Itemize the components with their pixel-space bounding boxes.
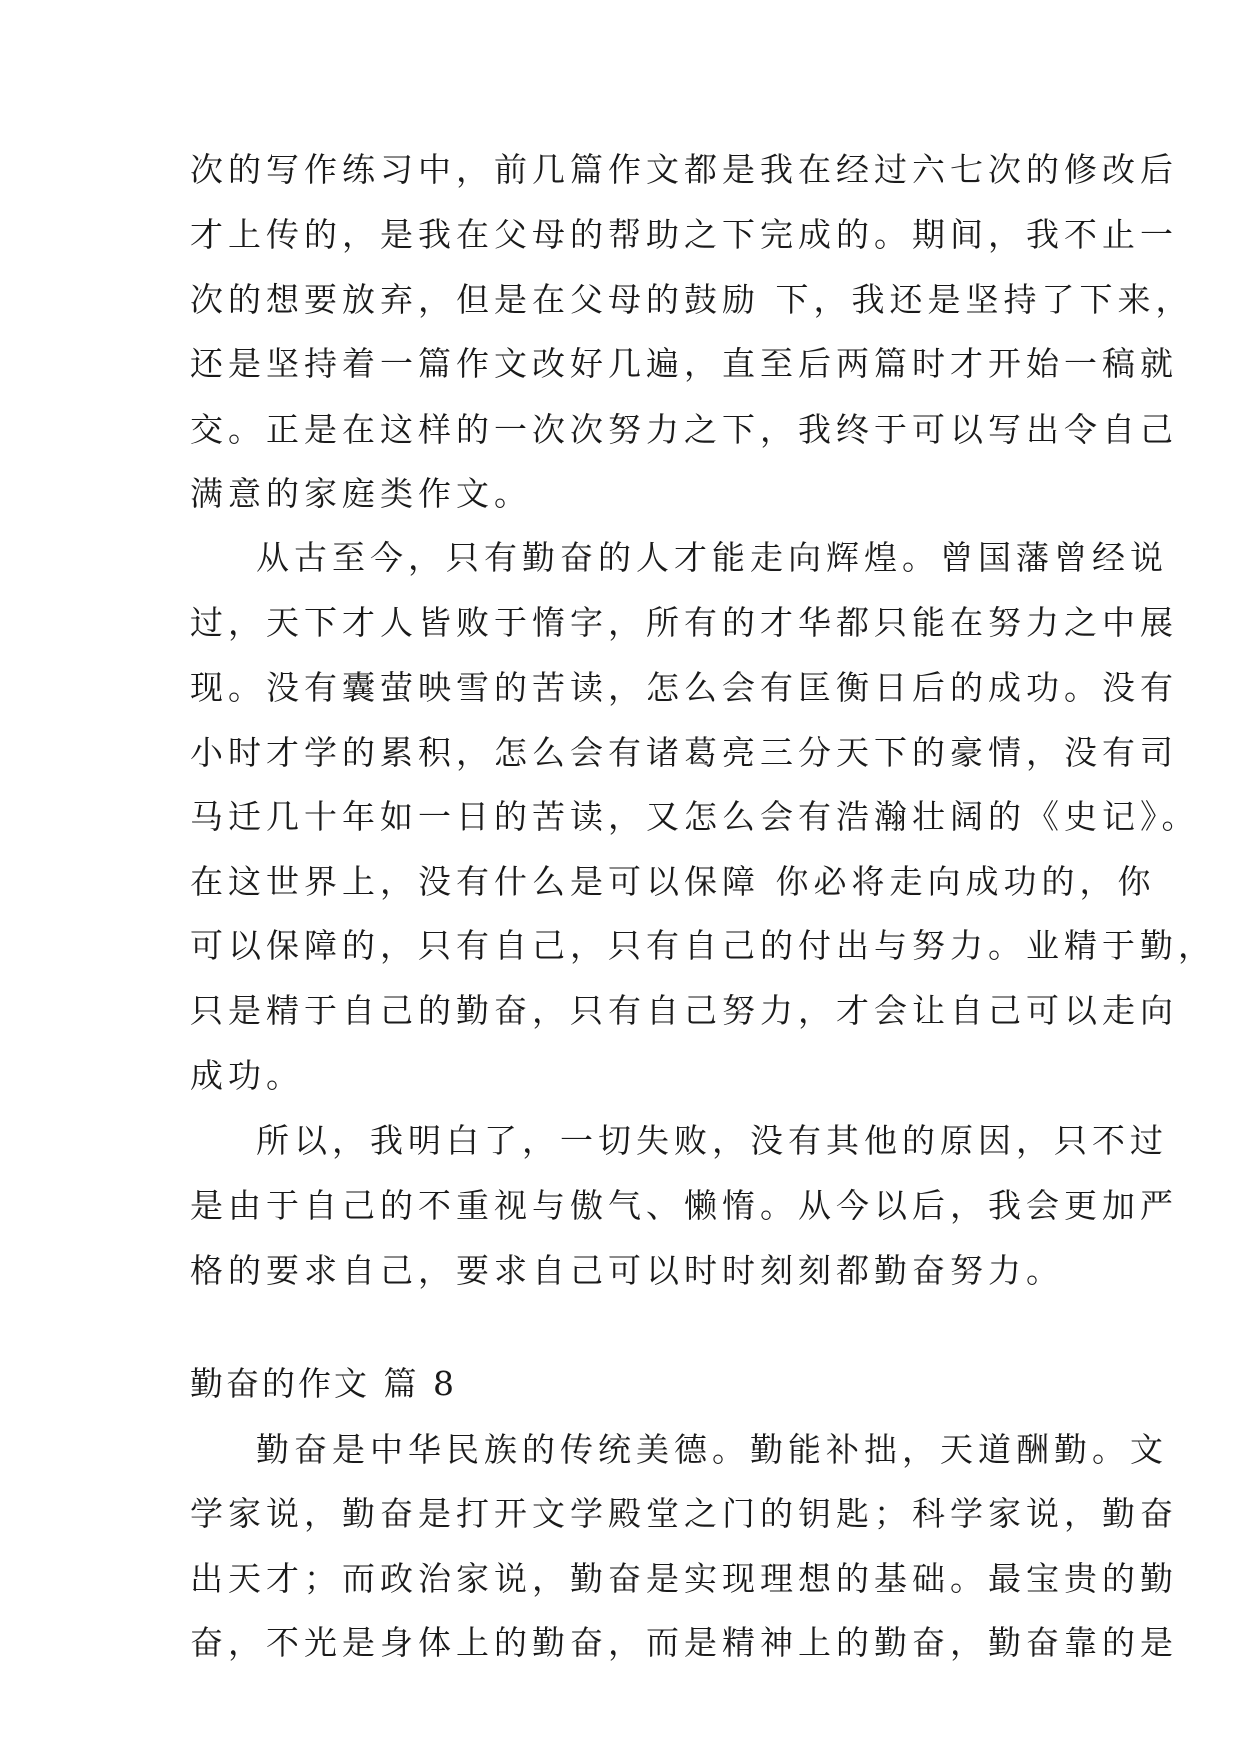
text-line: 奋，不光是身体上的勤奋，而是精神上的勤奋，勤奋靠的是 [190, 1623, 1178, 1662]
paragraph-start-line: 所以，我明白了，一切失败，没有其他的原因，只不过 [256, 1121, 1168, 1160]
paragraph-start-line: 从古至今，只有勤奋的人才能走向辉煌。曾国藩曾经说 [256, 538, 1168, 577]
text-line: 成功。 [190, 1056, 304, 1095]
text-line: 格的要求自己，要求自己可以时时刻刻都勤奋努力。 [190, 1251, 1064, 1290]
text-line: 在这世界上，没有什么是可以保障 你必将走向成功的，你 [190, 862, 1156, 901]
section-heading: 勤奋的作文 篇 8 [190, 1364, 457, 1403]
text-line: 学家说，勤奋是打开文学殿堂之门的钥匙；科学家说，勤奋 [190, 1494, 1178, 1533]
text-line: 才上传的，是我在父母的帮助之下完成的。期间，我不止一 [190, 215, 1178, 254]
paragraph-start-line: 勤奋是中华民族的传统美德。勤能补拙，天道酬勤。文 [256, 1430, 1168, 1469]
text-line: 现。没有囊萤映雪的苦读，怎么会有匡衡日后的成功。没有 [190, 668, 1178, 707]
text-line: 小时才学的累积，怎么会有诸葛亮三分天下的豪情，没有司 [190, 733, 1178, 772]
text-line: 只是精于自己的勤奋，只有自己努力，才会让自己可以走向 [190, 991, 1178, 1030]
text-line: 是由于自己的不重视与傲气、懒惰。从今以后，我会更加严 [190, 1186, 1178, 1225]
text-line: 过，天下才人皆败于惰字，所有的才华都只能在努力之中展 [190, 603, 1178, 642]
text-line: 出天才；而政治家说，勤奋是实现理想的基础。最宝贵的勤 [190, 1559, 1178, 1598]
text-line: 满意的家庭类作文。 [190, 474, 532, 513]
text-line: 可以保障的，只有自己，只有自己的付出与努力。业精于勤， [190, 926, 1216, 965]
text-line: 马迁几十年如一日的苦读，又怎么会有浩瀚壮阔的《史记》。 [190, 797, 1200, 836]
text-line: 还是坚持着一篇作文改好几遍，直至后两篇时才开始一稿就 [190, 344, 1178, 383]
text-line: 次的想要放弃，但是在父母的鼓励 下，我还是坚持了下来， [190, 280, 1194, 319]
text-line: 次的写作练习中，前几篇作文都是我在经过六七次的修改后 [190, 150, 1178, 189]
text-line: 交。正是在这样的一次次努力之下，我终于可以写出令自己 [190, 410, 1178, 449]
